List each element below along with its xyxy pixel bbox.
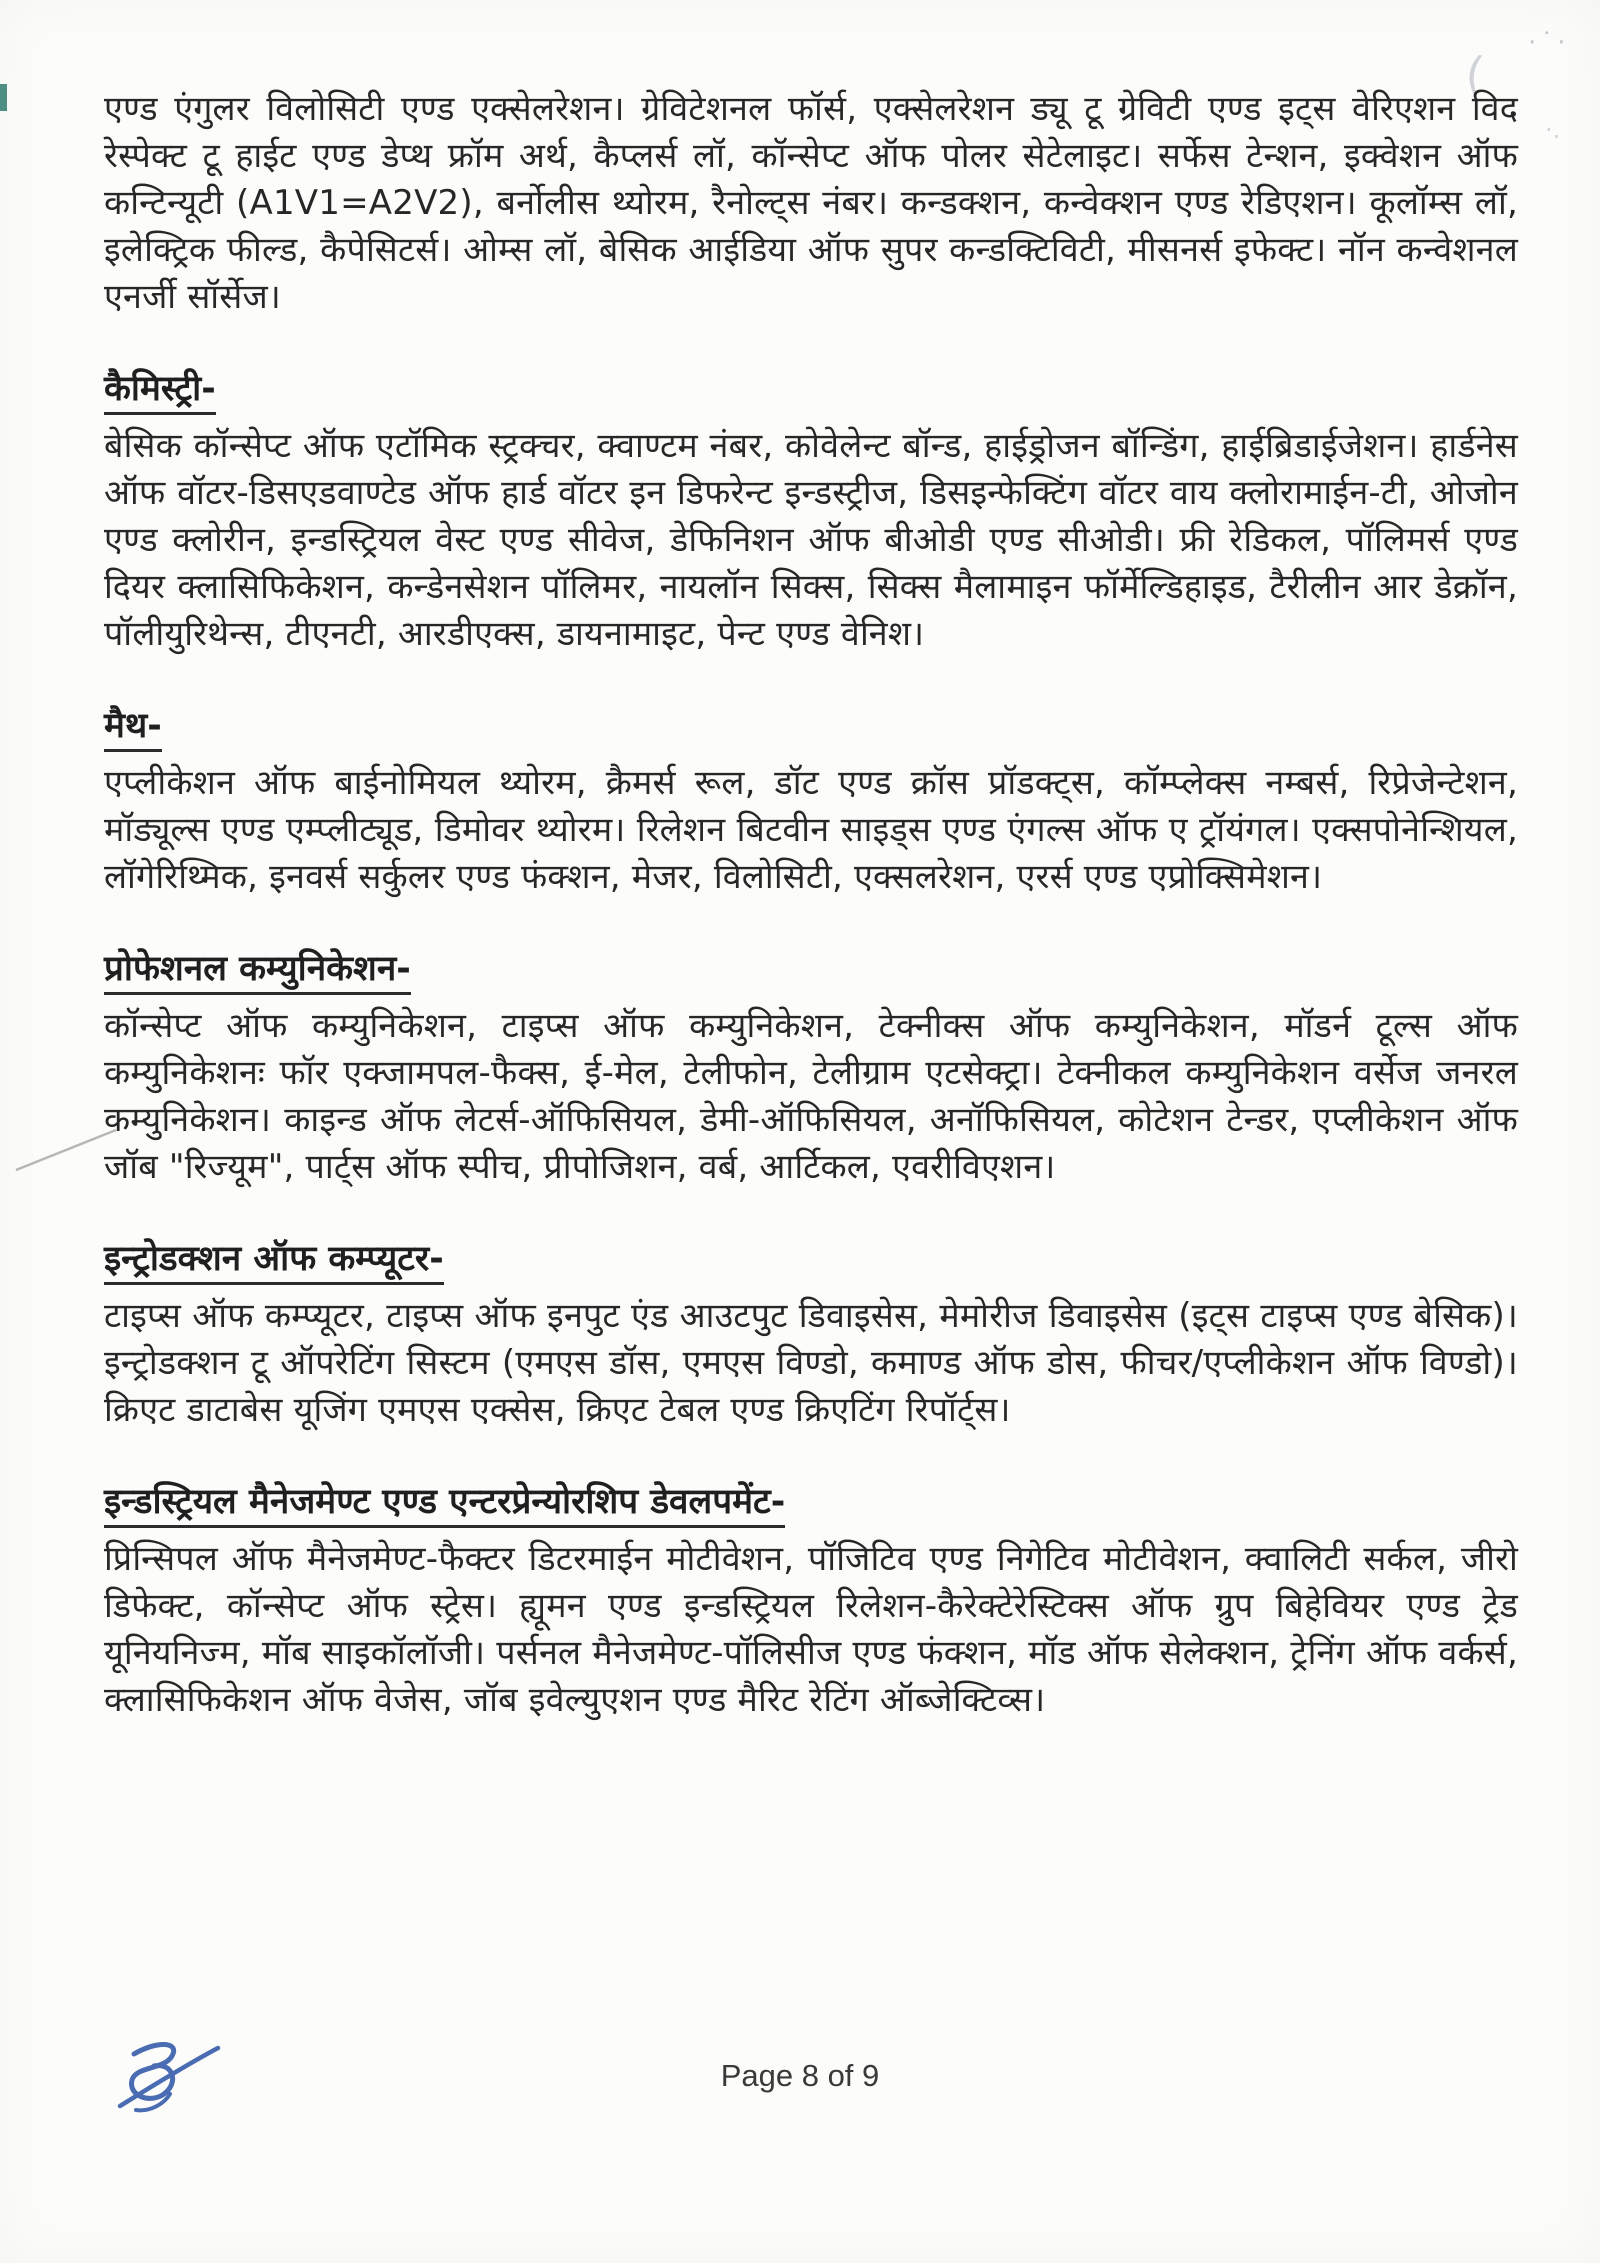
section-heading-professional-communication: प्रोफेशनल कम्युनिकेशन-	[104, 947, 1518, 991]
section-body-chemistry: बेसिक कॉन्सेप्ट ऑफ एटॉमिक स्ट्रक्चर, क्वाण्टम नंबर, कोवेलेन्ट बॉन्ड, हाईड्रोजन बॉन्डिंग, हाईब्रिडाईजेशन। हार्डनेस ऑफ वॉटर-डिसएडवाण्टेड ऑफ हार्ड वॉटर इन डिफरेन्ट इन्डस्ट्रीज, डिसइन्फेक्टिंग वॉटर वाय क्लोरामाईन-टी, ओजोन एण्ड क्लोरीन, इन्डस्ट्रियल वेस्ट एण्ड सीवेज, डेफिनिशन ऑफ बीओडी एण्ड सीओडी। फ्री रेडिकल, पॉलिमर्स एण्ड दियर क्लासिफिकेशन, कन्डेनसेशन पॉलिमर, नायलॉन सिक्स, सिक्स मैलामाइन फॉर्मेल्डिहाइड, टैरीलीन आर डेक्रॉन, पॉलीयुरिथेन्स, टीएनटी, आरडीएक्स, डायनामाइट, पेन्ट एण्ड वेनिश।	[104, 426, 1518, 654]
section-heading-introduction-of-computer: इन्ट्रोडक्शन ऑफ कम्प्यूटर-	[104, 1237, 1518, 1281]
section-heading-math: मैथ-	[104, 704, 1518, 748]
section-math	[104, 704, 1518, 901]
section-body-industrial-management: प्रिन्सिपल ऑफ मैनेजमेण्ट-फैक्टर डिटरमाईन मोटीवेशन, पॉजिटिव एण्ड निगेटिव मोटीवेशन, क्वालिटी सर्कल, जीरो डिफेक्ट, कॉन्सेप्ट ऑफ स्ट्रेस। ह्यूमन एण्ड इन्डस्ट्रियल रिलेशन-कैरेक्टेरेस्टिक्स ऑफ ग्रुप बिहेवियर एण्ड ट्रेड यूनियनिज्म, मॉब साइकॉलॉजी। पर्सनल मैनेजमेण्ट-पॉलिसीज एण्ड फंक्शन, मॉड ऑफ सेलेक्शन, ट्रेनिंग ऑफ वर्कर्स, क्लासिफिकेशन ऑफ वेजेस, जॉब इवेल्युएशन एण्ड मैरिट रेटिंग ऑब्जेक्टिव्स।	[104, 1539, 1518, 1720]
page-number: Page 8 of 9	[720, 2058, 880, 2093]
pencil-stroke-mark	[14, 1124, 118, 1174]
section-body-professional-communication: कॉन्सेप्ट ऑफ कम्युनिकेशन, टाइप्स ऑफ कम्युनिकेशन, टेक्नीक्स ऑफ कम्युनिकेशन, मॉडर्न टूल्स ऑफ कम्युनिकेशनः फॉर एक्जामपल-फैक्स, ई-मेल, टेलीफोन, टेलीग्राम एटसेक्ट्रा। टेक्नीकल कम्युनिकेशन वर्सेज जनरल कम्युनिकेशन। काइन्ड ऑफ लेटर्स-ऑफिसियल, डेमी-ऑफिसियल, अनॉफिसियल, कोटेशन टेन्डर, एप्लीकेशन ऑफ जॉब "रिज्यूम", पार्ट्स ऑफ स्पीच, प्रीपोजिशन, वर्ब, आर्टिकल, एवरीविएशन।	[104, 1006, 1518, 1187]
intro-paragraph: एण्ड एंगुलर विलोसिटी एण्ड एक्सेलरेशन। ग्रेविटेशनल फॉर्स, एक्सेलरेशन ड्यू टू ग्रेविटी एण्ड इट्स वेरिएशन विद रेस्पेक्ट टू हाईट एण्ड डेप्थ फ्रॉम अर्थ, कैप्लर्स लॉ, कॉन्सेप्ट ऑफ पोलर सेटेलाइट। सर्फेस टेन्शन, इक्वेशन ऑफ कन्टिन्यूटी (A1V1=A2V2), बर्नोलीस थ्योरम, रैनोल्ट्स नंबर। कन्डक्शन, कन्वेक्शन एण्ड रेडिएशन। कूलॉम्स लॉ, इलेक्ट्रिक फील्ड, कैपेसिटर्स। ओम्स लॉ, बेसिक आईडिया ऑफ सुपर कन्डक्टिविटी, मीसनर्स इफेक्ट। नॉन कन्वेशनल एनर्जी सॉर्सेज।	[104, 89, 1518, 317]
section-chemistry	[104, 367, 1518, 658]
document-content	[104, 86, 1518, 1724]
section-body-introduction-of-computer: टाइप्स ऑफ कम्प्यूटर, टाइप्स ऑफ इनपुट एंड आउटपुट डिवाइसेस, मेमोरीज डिवाइसेस (इट्स टाइप्स एण्ड बेसिक)। इन्ट्रोडक्शन टू ऑपरेटिंग सिस्टम (एमएस डॉस, एमएस विण्डो, कमाण्ड ऑफ डोस, फीचर/एप्लीकेशन ऑफ विण्डो)। क्रिएट डाटाबेस यूजिंग एमएस एक्सेस, क्रिएट टेबल एण्ड क्रिएटिंग रिपॉर्ट्स।	[104, 1296, 1518, 1430]
section-introduction-of-computer	[104, 1237, 1518, 1434]
scan-artifact-paren: (	[1462, 47, 1487, 100]
section-heading-chemistry: कैमिस्ट्री-	[104, 367, 1518, 411]
section-professional-communication	[104, 947, 1518, 1191]
scan-artifact-dot-right: ·.	[1545, 116, 1561, 144]
scan-artifact-dots-top: ·˙·	[1528, 28, 1570, 58]
section-industrial-management	[104, 1480, 1518, 1724]
section-heading-industrial-management: इन्डस्ट्रियल मैनेजमेण्ट एण्ड एन्टरप्रेन्योरशिप डेवलपमेंट-	[104, 1480, 1518, 1524]
section-body-math: एप्लीकेशन ऑफ बाईनोमियल थ्योरम, क्रैमर्स रूल, डॉट एण्ड क्रॉस प्रॉडक्ट्स, कॉम्प्लेक्स नम्बर्स, रिप्रेजेन्टेशन, मॉड्यूल्स एण्ड एम्प्लीट्यूड, डिमोवर थ्योरम। रिलेशन बिटवीन साइड्स एण्ड एंगल्स ऑफ ए ट्रॉयंगल। एक्सपोनेन्शियल, लॉगेरिथ्मिक, इनवर्स सर्कुलर एण्ड फंक्शन, मेजर, विलोसिटी, एक्सलरेशन, एरर्स एण्ड एप्रोक्सिमेशन।	[104, 763, 1518, 897]
scan-edge-mark	[0, 84, 7, 111]
